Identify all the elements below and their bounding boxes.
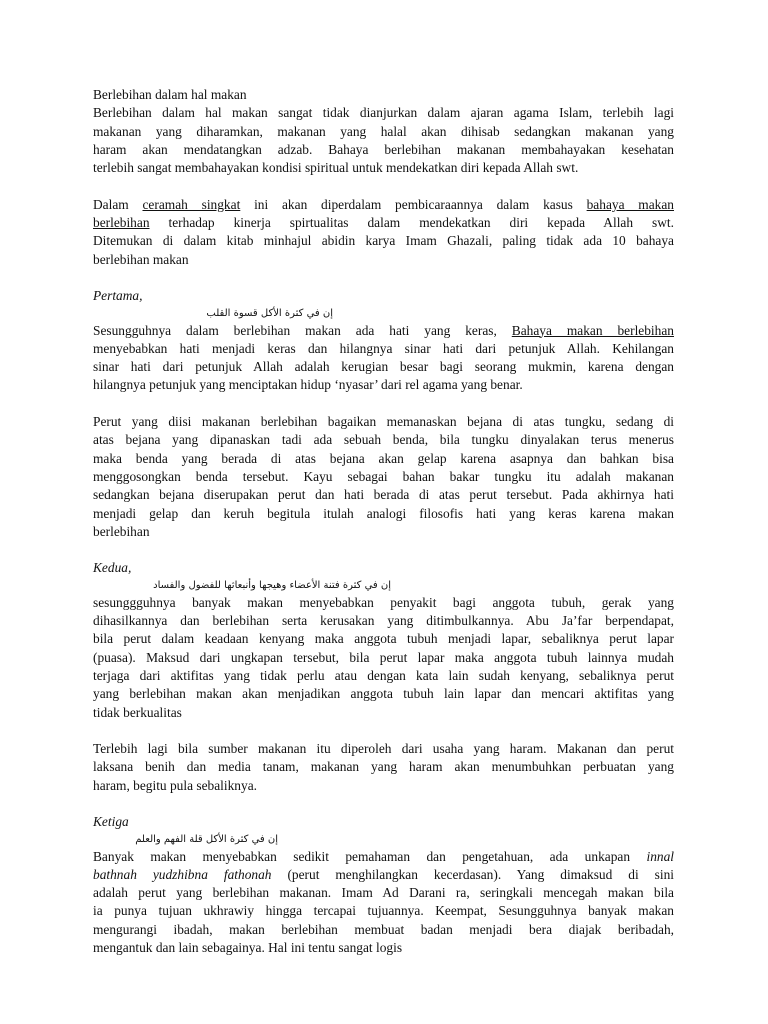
paragraph-gap (93, 269, 674, 287)
paragraph-gap (93, 177, 674, 195)
kedua-line: terjaga dari aktifitas yang tidak perlu atau dengan kata lain sudah kenyang, sebaliknya perut (93, 667, 674, 683)
ketiga-line: mengurangi ibadah, makan berlebihan membuat badan menjadi bera diajak beribadah, (93, 921, 674, 937)
kedua-line: dihasilkannya dan berlebihan serta kerusakan yang ditimbulkannya. Abu Ja’far berpendapat, (93, 613, 674, 629)
para2-line: Ditemukan di dalam kitab minhajul abidin karya Imam Ghazali, paling tidak ada 10 bahaya (93, 233, 674, 249)
text-span: Sesungguhnya dalam berlebihan makan ada hati yang keras, (93, 322, 512, 338)
italic-phrase: bathnah yudzhibna fathonah (93, 866, 272, 882)
link-bahaya-makan-berlebihan-cont[interactable]: berlebihan (93, 215, 150, 231)
link-bahaya-makan-berlebihan[interactable]: bahaya makan (586, 196, 674, 212)
section-heading-kedua: Kedua, (93, 560, 132, 576)
text-span: Banyak makan menyebabkan sedikit pemahaman dan pengetahuan, ada unkapan (93, 848, 647, 864)
para2-line (93, 196, 674, 214)
kedua-p2-line: Terlebih lagi bila sumber makanan itu diperoleh dari usaha yang haram. Makanan dan perut (93, 741, 674, 757)
text-span: (perut menghilangkan kecerdasan). Yang dimaksud di sini (271, 866, 674, 882)
text-span: ini akan diperdalam pembicaraannya dalam kasus (240, 196, 587, 212)
pertama-line: menyebabkan hati menjadi keras dan hilangnya sinar hati dari petunjuk Allah. Kehilangan (93, 340, 674, 356)
para2-line: berlebihan makan (93, 251, 189, 267)
pertama-line (93, 322, 674, 340)
pertama-p2-line: menggosongkan benda tersebut. Kayu sebagai bahan bakar tungku itu adalah makanan (93, 468, 674, 484)
pertama-p2-line: atas bejana yang dipanaskan tadi ada sebuah benda, bila tungku dinyalakan terus menerus (93, 432, 674, 448)
kedua-line: yang berlebihan makan akan menjadikan anggota tubuh lain lapar dan mencari aktifitas yang (93, 686, 674, 702)
kedua-line: sesunggguhnya banyak makan menyebabkan penyakit bagi anggota tubuh, gerak yang (93, 594, 674, 610)
pertama-p2-line: menjadi gelap dan keruh begitula itulah analogi filosofis hati yang keras karena makan (93, 505, 674, 521)
pertama-p2-line: sedangkan bejana diserupakan perut dan hati berada di atas perut tersebut. Pada akhirnya hati (93, 487, 674, 503)
kedua-p2-line: laksana benih dan media tanam, makanan yang haram akan menumbuhkan perbuatan yang (93, 759, 674, 775)
intro-line: Berlebihan dalam hal makan sangat tidak dianjurkan dalam ajaran agama Islam, terlebih lagi (93, 105, 674, 121)
link-ceramah-singkat[interactable]: ceramah singkat (142, 196, 241, 212)
kedua-line: (puasa). Maksud dari ungkapan tersebut, bila perut lapar maka anggota tubuh lainnya mudah (93, 649, 674, 665)
para2-line (93, 214, 674, 232)
kedua-line: tidak berkualitas (93, 704, 182, 720)
paragraph-gap (93, 541, 674, 559)
document-title: Berlebihan dalam hal makan (93, 87, 247, 102)
intro-line: terlebih sangat membahayakan kondisi spiritual untuk mendekatkan diri kepada Allah swt. (93, 160, 579, 176)
section-heading-ketiga: Ketiga (93, 814, 129, 830)
ketiga-line: ia punya tujuan ukhrawiy hingga tercapai tujuannya. Keempat, Sesungguhnya banyak makan (93, 903, 674, 919)
ketiga-line (93, 848, 674, 866)
pertama-p2-line: Perut yang diisi makanan berlebihan bagaikan memanaskan bejana di atas tungku, sedang di (93, 414, 674, 430)
pertama-line: hilangnya petunjuk yang menciptakan hidup ‘nyasar’ dari rel agama yang benar. (93, 377, 523, 393)
paragraph-gap (93, 795, 674, 813)
document-page (93, 86, 674, 957)
intro-line: haram akan mendatangkan adzab. Bahaya berlebihan makanan membahayakan kesehatan (93, 141, 674, 157)
paragraph-gap (93, 722, 674, 740)
italic-phrase: innal (646, 848, 674, 864)
paragraph-gap (93, 395, 674, 413)
arabic-quote-ketiga: إن في كثرة الأكل قلة الفهم والعلم (135, 833, 278, 845)
ketiga-line (93, 866, 674, 884)
kedua-p2-line: haram, begitu pula sebaliknya. (93, 777, 257, 793)
pertama-p2-line: berlebihan (93, 523, 150, 539)
section-heading-pertama: Pertama, (93, 288, 143, 304)
arabic-quote-pertama: إن في كثرة الأكل قسوة القلب (206, 307, 333, 319)
arabic-quote-kedua: إن في كثرة فتنة الأعضاء وهيجها وأنبعاثها للفضول والفساد (153, 579, 391, 591)
text-span: terhadap kinerja spirtualitas dalam mendekatkan diri kepada Allah swt. (149, 215, 674, 231)
kedua-line: bila perut dalam keadaan kenyang maka anggota tubuh menjadi lapar, sebaliknya perut lapar (93, 631, 674, 647)
pertama-line: sinar hati dari petunjuk Allah adalah kerugian besar bagi seorang mukmin, karena dengan (93, 359, 674, 375)
intro-line: makanan yang diharamkan, makanan yang halal akan dihisab sedangkan makanan yang (93, 123, 674, 139)
pertama-p2-line: maka benda yang berada di atas bejana akan gelap karena asapnya dan bahkan bisa (93, 450, 674, 466)
link-bahaya-makan-berlebihan-2[interactable]: Bahaya makan berlebihan (511, 322, 674, 338)
ketiga-line: mengantuk dan lain sebagainya. Hal ini tentu sangat logis (93, 940, 403, 956)
text-span: Dalam (93, 196, 143, 212)
ketiga-line: adalah perut yang berlebihan makanan. Imam Ad Darani ra, seringkali mencegah makan bila (93, 885, 674, 901)
